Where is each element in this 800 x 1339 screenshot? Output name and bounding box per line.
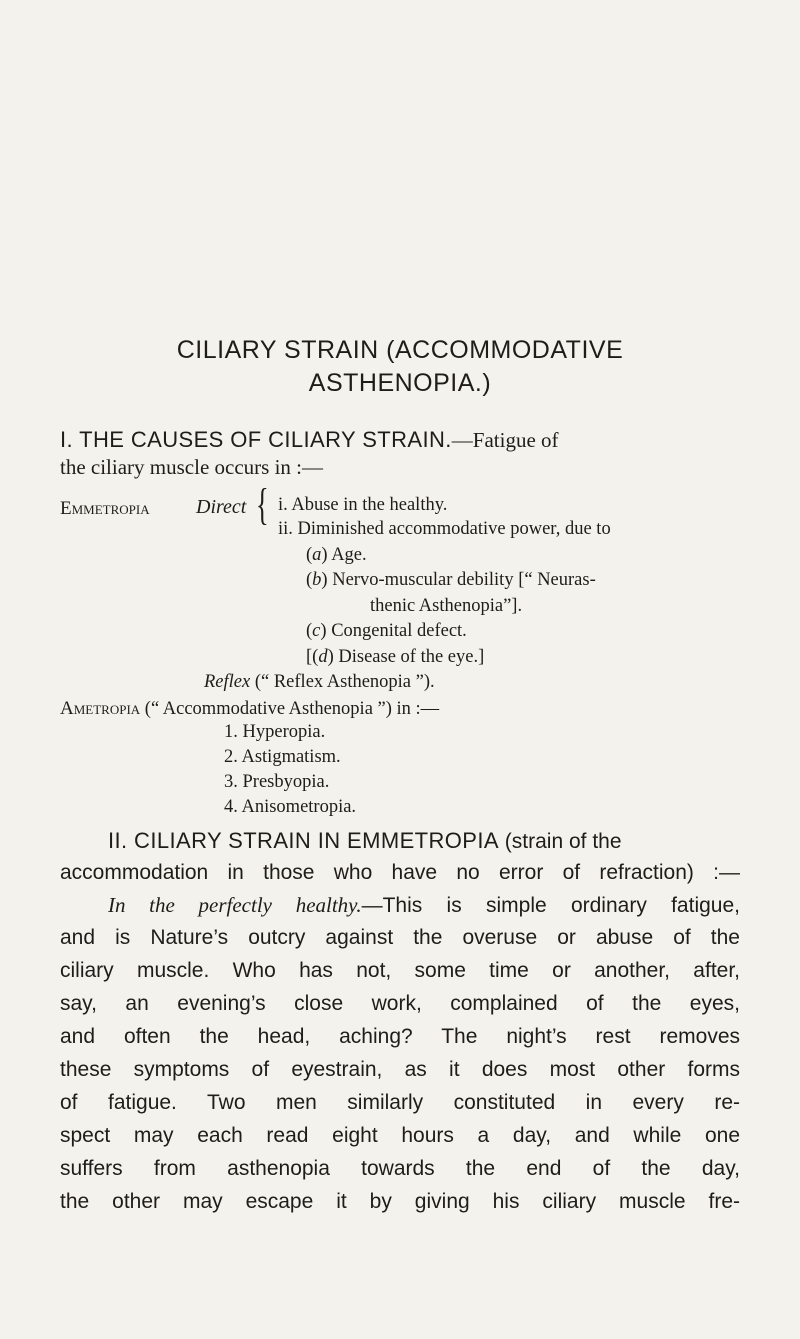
chapter-title-line-1: CILIARY STRAIN (ACCOMMODATIVE [176,336,624,364]
direct-item-1: i. Abuse in the healthy. [278,495,448,515]
body-line: the other may escape it by giving his ciliary muscle fre- [60,1190,740,1213]
body-line: say, an evening’s close work, complained of the eyes, [60,992,740,1015]
emmetropia-label [60,498,150,520]
section-2-heading-rest: (strain of the [498,830,622,853]
ametropia-line [60,697,439,720]
body-line: and often the head, aching? The night’s rest removes [60,1025,740,1048]
direct-label: Direct [196,496,247,518]
reflex-line [204,672,435,693]
body-line: and is Nature’s outcry against the overuse or abuse of the [60,926,740,949]
ametropia-text: (“ Accommodative Asthenopia ”) in :— [140,699,440,719]
sub-item-a-letter: a [312,545,322,565]
sub-item-b: (b) Nervo-muscular debility [“ Neuras- [306,570,596,590]
body-line: ciliary muscle. Who has not, some time or another, after, [60,959,740,982]
left-brace: { [256,480,269,529]
ametropia-item-1: 1. Hyperopia. [224,722,326,742]
section-1-heading: I. THE CAUSES OF CILIARY STRAIN. [60,427,452,452]
body-line: suffers from asthenopia towards the end of the day, [60,1157,740,1180]
sub-item-c: (c) Congenital defect. [306,621,467,641]
sub-item-d-text: Disease of the eye.] [338,647,485,667]
emmetropia-text: Emmetropia [60,498,150,519]
sub-item-b-text: Nervo-muscular debility [“ Neuras- [332,570,596,590]
section-2-italic-lead: In the perfectly healthy. [108,893,362,917]
sub-item-d: [(d) Disease of the eye.] [306,647,485,667]
ametropia-item-2: 2. Astigmatism. [224,747,341,767]
body-line: of fatigue. Two men similarly constituted in every re- [60,1091,740,1114]
direct-item-2: ii. Diminished accommodative power, due to [278,519,611,539]
reflex-text: (“ Reflex Asthenopia ”). [250,672,435,692]
section-1-intro [60,427,740,453]
section-2-heading-line [108,828,740,854]
sub-item-c-letter: c [312,621,321,641]
ametropia-label: Ametropia [60,698,141,719]
section-2-line-3-rest: —This is simple ordinary fatigue, [361,894,740,917]
sub-item-a: (a) Age. [306,545,367,565]
section-2-heading: II. CILIARY STRAIN IN EMMETROPIA [108,828,499,853]
body-line: spect may each read eight hours a day, and while one [60,1124,740,1147]
section-2-line-2: accommodation in those who have no error of refraction) :— [60,861,740,884]
sub-item-a-text: Age. [331,545,367,565]
sub-item-b-letter: b [312,570,322,590]
section-1-intro-line-2: the ciliary muscle occurs in :— [60,455,324,479]
chapter-title-line-2: ASTHENOPIA.) [308,369,492,397]
reflex-label: Reflex [204,672,251,692]
section-1-intro-rest: —Fatigue of [451,428,559,452]
body-line: these symptoms of eyestrain, as it does most other forms [60,1058,740,1081]
section-2-line-3 [108,893,740,918]
ametropia-item-4: 4. Anisometropia. [224,797,357,817]
sub-item-d-letter: d [318,647,328,667]
sub-item-b-continuation: thenic Asthenopia”]. [370,596,523,616]
ametropia-item-3: 3. Presbyopia. [224,772,330,792]
sub-item-c-text: Congenital defect. [331,621,467,641]
